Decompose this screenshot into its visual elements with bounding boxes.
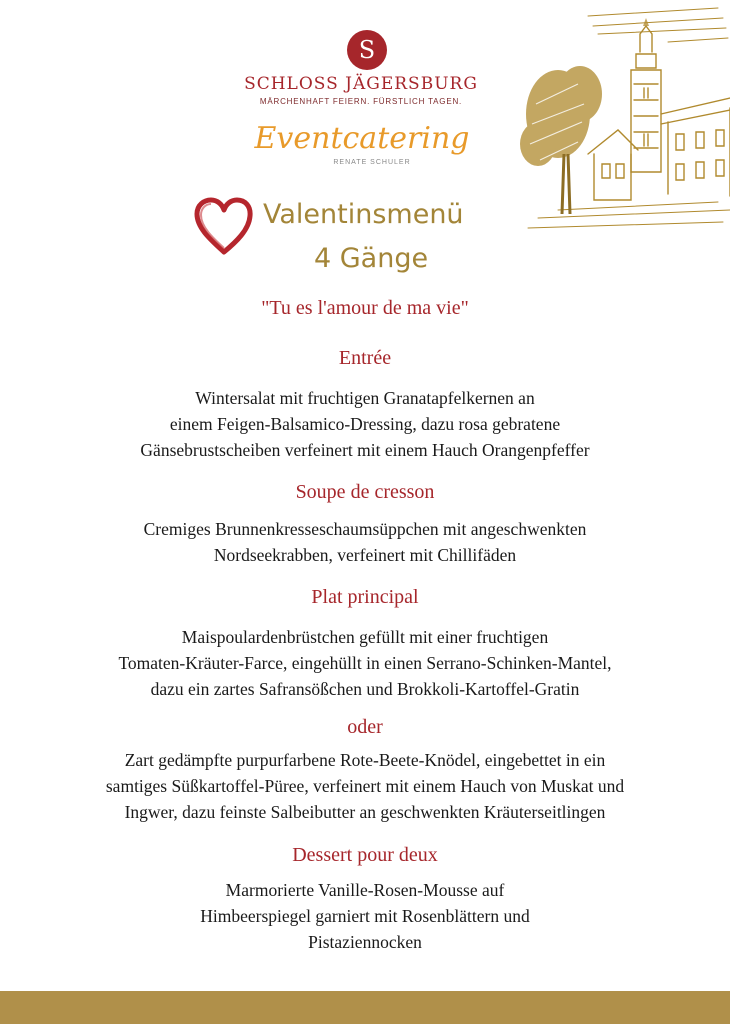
course-description-main [0,624,730,702]
brand-name: SCHLOSS JÄGERSBURG [244,74,478,94]
caterer-name: RENATE SCHULER [333,159,411,166]
description-line: Tomaten-Kräuter-Farce, eingehüllt in einen Serrano-Schinken-Mantel, [118,653,612,673]
footer-bar [0,991,730,1024]
course-heading-main: Plat principal [311,586,419,608]
description-line: Himbeerspiegel garniert mit Rosenblättern und [200,906,530,926]
menu-subtitle: 4 Gänge [314,243,429,274]
course-description-dessert [0,877,730,955]
brand-monogram-letter: S [358,36,376,64]
brand-tagline: MÄRCHENHAFT FEIERN. FÜRSTLICH TAGEN. [259,97,463,106]
brand-monogram-icon [347,30,387,70]
course-description-soup [0,516,730,568]
course-description-entree [0,385,730,463]
description-line: Nordseekrabben, verfeinert mit Chillifäden [213,545,517,565]
description-line: Marmorierte Vanille-Rosen-Mousse auf [225,880,505,900]
course-heading-alternative: oder [347,716,383,738]
description-line: Pistaziennocken [308,932,422,952]
caterer-logo: Eventcatering [254,121,470,156]
course-heading-soup: Soupe de cresson [295,481,435,503]
course-heading-dessert: Dessert pour deux [292,844,438,866]
description-line: Zart gedämpfte purpurfarbene Rote-Beete-Knödel, eingebettet in ein [124,750,606,770]
description-line: Maispoulardenbrüstchen gefüllt mit einer fruchtigen [181,627,549,647]
menu-title: Valentinsmenü [263,199,464,230]
description-line: Ingwer, dazu feinste Salbeibutter an geschwenkten Kräuterseitlingen [124,802,606,822]
description-line: Gänsebrustscheiben verfeinert mit einem Hauch Orangenpfeffer [140,440,590,460]
description-line: Wintersalat mit fruchtigen Granatapfelkernen an [195,388,535,408]
course-heading-entree: Entrée [338,347,392,369]
description-line: dazu ein zartes Safransößchen und Brokkoli-Kartoffel-Gratin [150,679,580,699]
castle-sketch [518,4,730,236]
course-description-alternative [0,747,730,825]
menu-motto: "Tu es l'amour de ma vie" [261,297,469,319]
description-line: samtiges Süßkartoffel-Püree, verfeinert mit einem Hauch von Muskat und [105,776,625,796]
heart-icon [193,196,255,256]
description-line: einem Feigen-Balsamico-Dressing, dazu rosa gebratene [169,414,561,434]
description-line: Cremiges Brunnenkresseschaumsüppchen mit angeschwenkten [143,519,587,539]
